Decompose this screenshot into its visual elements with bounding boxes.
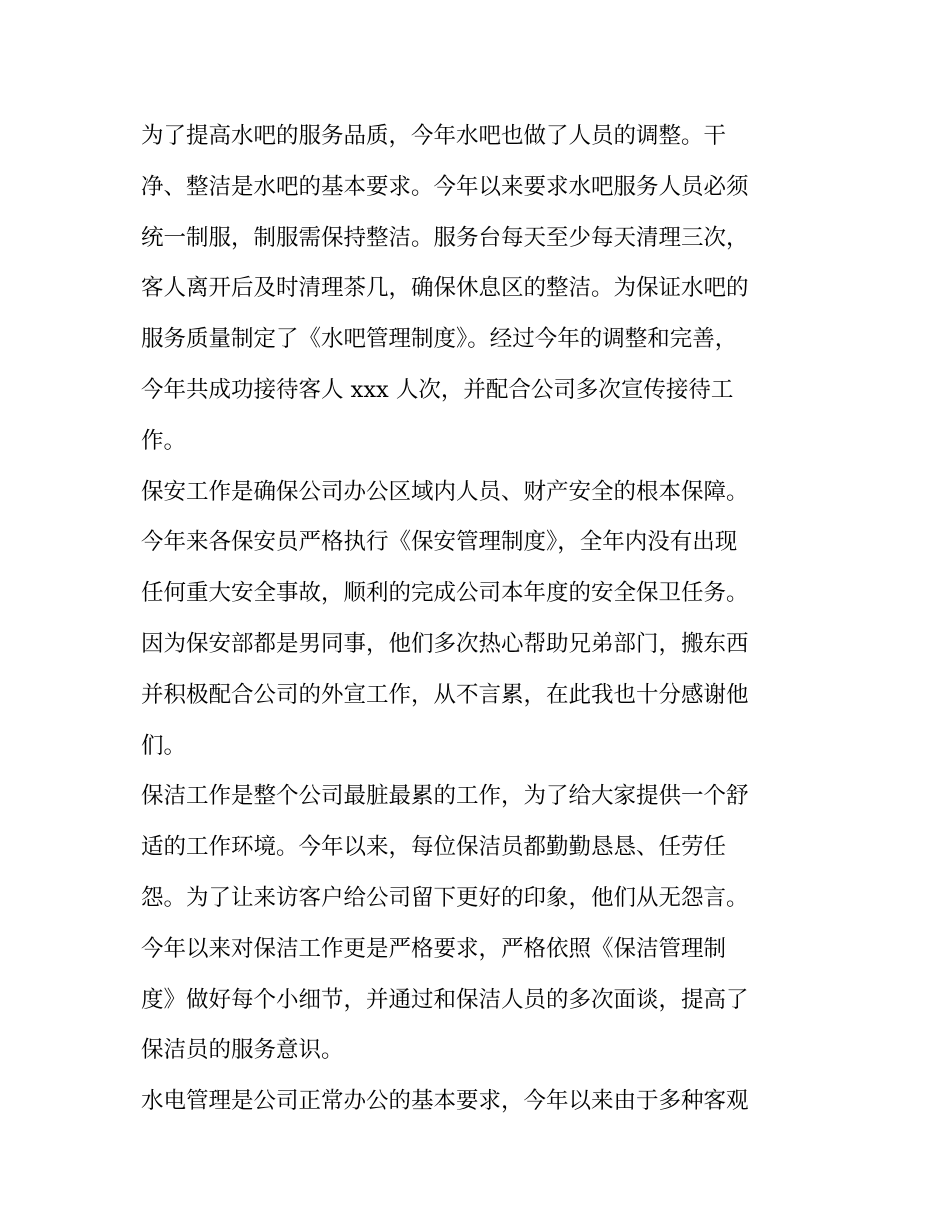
text-line: 今年来各保安员严格执行《保安管理制度》，全年内没有出现 [141, 529, 738, 556]
text-line: 保洁员的服务意识。 [141, 1037, 344, 1064]
text-line: 作。 [141, 427, 187, 454]
text-line: 保安工作是确保公司办公区域内人员、财产安全的根本保障。 [141, 478, 749, 505]
paragraph-utilities [141, 1076, 821, 1127]
text-line: 今年以来对保洁工作更是严格要求，严格依照《保洁管理制 [141, 935, 727, 962]
text-line: 们。 [141, 732, 187, 759]
text-line: 度》做好每个小细节，并通过和保洁人员的多次面谈，提高了 [141, 986, 749, 1013]
text-line: 因为保安部都是男同事，他们多次热心帮助兄弟部门，搬东西 [141, 630, 749, 657]
text-line: 统一制服，制服需保持整洁。服务台每天至少每天清理三次， [141, 224, 749, 251]
text-line: 服务质量制定了《水吧管理制度》。经过今年的调整和完善， [141, 326, 738, 353]
document-body [141, 111, 821, 1127]
text-line: 客人离开后及时清理茶几，确保休息区的整洁。为保证水吧的 [141, 275, 749, 302]
text-line: 保洁工作是整个公司最脏最累的工作，为了给大家提供一个舒 [141, 783, 749, 810]
paragraph-cleaning [141, 771, 821, 1076]
text-line: 为了提高水吧的服务品质，今年水吧也做了人员的调整。干 [141, 123, 727, 149]
text-line: 适的工作环境。今年以来，每位保洁员都勤勤恳恳、任劳任 [141, 834, 727, 861]
text-line: 并积极配合公司的外宣工作，从不言累，在此我也十分感谢他 [141, 681, 749, 708]
paragraph-security [141, 467, 821, 772]
text-line: 净、整洁是水吧的基本要求。今年以来要求水吧服务人员必须 [141, 173, 749, 200]
paragraph-water-bar [141, 111, 821, 467]
text-line: 怨。为了让来访客户给公司留下更好的印象，他们从无怨言。 [141, 884, 749, 911]
text-line: 水电管理是公司正常办公的基本要求，今年以来由于多种客观 [141, 1088, 749, 1115]
text-line: 今年共成功接待客人 xxx 人次，并配合公司多次宣传接待工 [141, 376, 734, 403]
text-line: 任何重大安全事故，顺利的完成公司本年度的安全保卫任务。 [141, 580, 749, 607]
